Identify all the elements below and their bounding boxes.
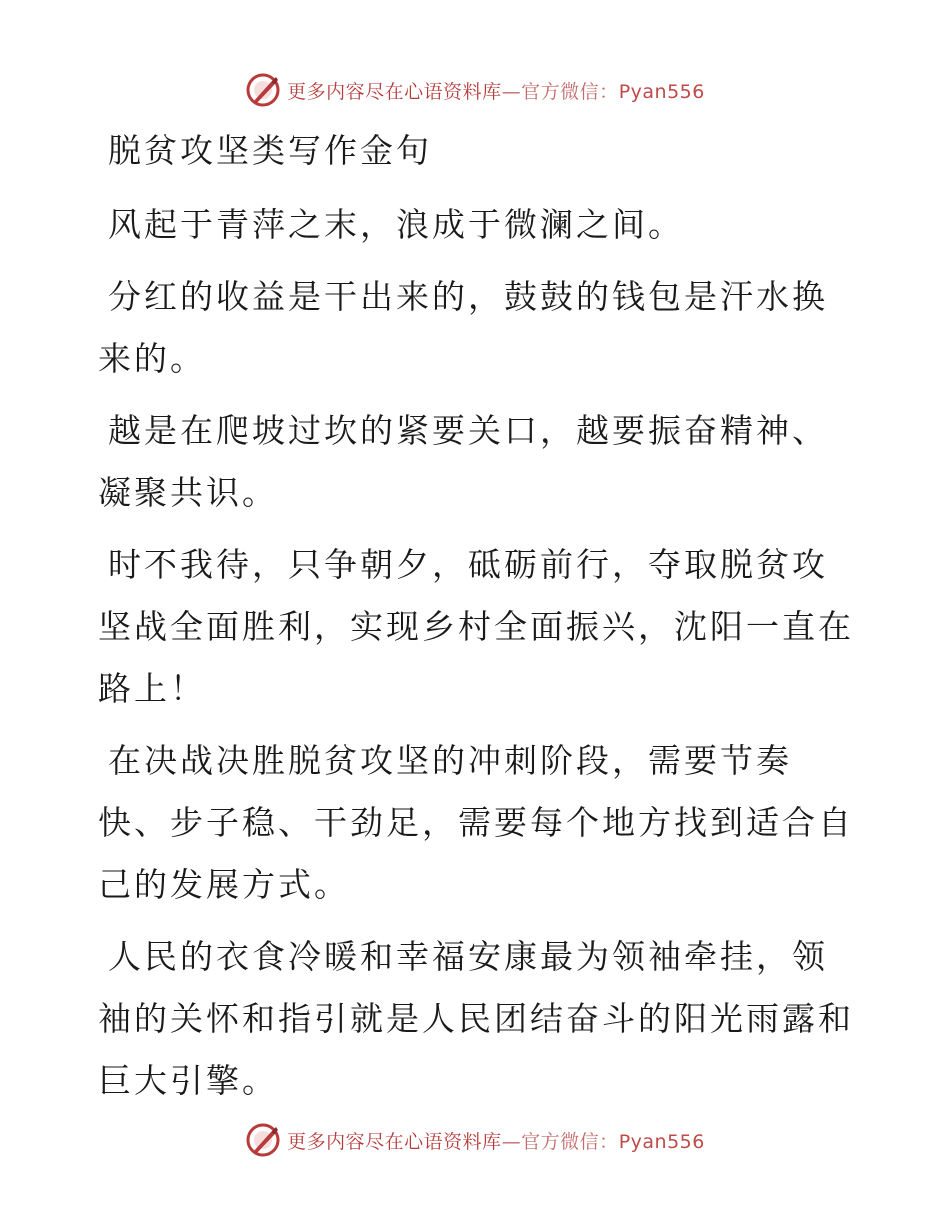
watermark-id: Pyan556 <box>618 80 705 103</box>
paragraph: 越是在爬坡过坎的紧要关口，越要振奋精神、凝聚共识。 <box>98 411 828 512</box>
paragraph: 时不我待，只争朝夕，砥砺前行，夺取脱贫攻坚战全面胜利，实现乡村全面振兴，沈阳一直在路上！ <box>98 545 854 708</box>
paragraph: 在决战决胜脱贫攻坚的冲刺阶段，需要节奏快、步子稳、干劲足，需要每个地方找到适合自己的发展方式。 <box>98 741 854 904</box>
paragraph: 风起于青萍之末，浪成于微澜之间。 <box>108 205 684 244</box>
header-watermark <box>0 70 950 110</box>
paragraph: 人民的衣食冷暖和幸福安康最为领袖牵挂，领袖的关怀和指引就是人民团结奋斗的阳光雨露和巨大引擎。 <box>98 937 854 1100</box>
watermark-id: Pyan556 <box>618 1130 705 1153</box>
watermark-site: 更多内容尽在心语资料库 <box>287 80 502 103</box>
document-title: 脱贫攻坚类写作金句 <box>108 131 432 170</box>
pen-nib-circle-icon <box>245 1122 281 1158</box>
watermark-text <box>287 77 705 104</box>
watermark-site: 更多内容尽在心语资料库 <box>287 1130 502 1153</box>
watermark-separator: — <box>501 1130 522 1153</box>
pen-nib-circle-icon <box>245 72 281 108</box>
document-body <box>98 120 858 1122</box>
paragraph: 分红的收益是干出来的，鼓鼓的钱包是汗水换来的。 <box>98 277 828 378</box>
watermark-label: 官方微信： <box>521 80 619 103</box>
watermark-separator: — <box>501 80 522 103</box>
watermark-text <box>287 1127 705 1154</box>
footer-watermark <box>0 1120 950 1160</box>
watermark-label: 官方微信： <box>521 1130 619 1153</box>
